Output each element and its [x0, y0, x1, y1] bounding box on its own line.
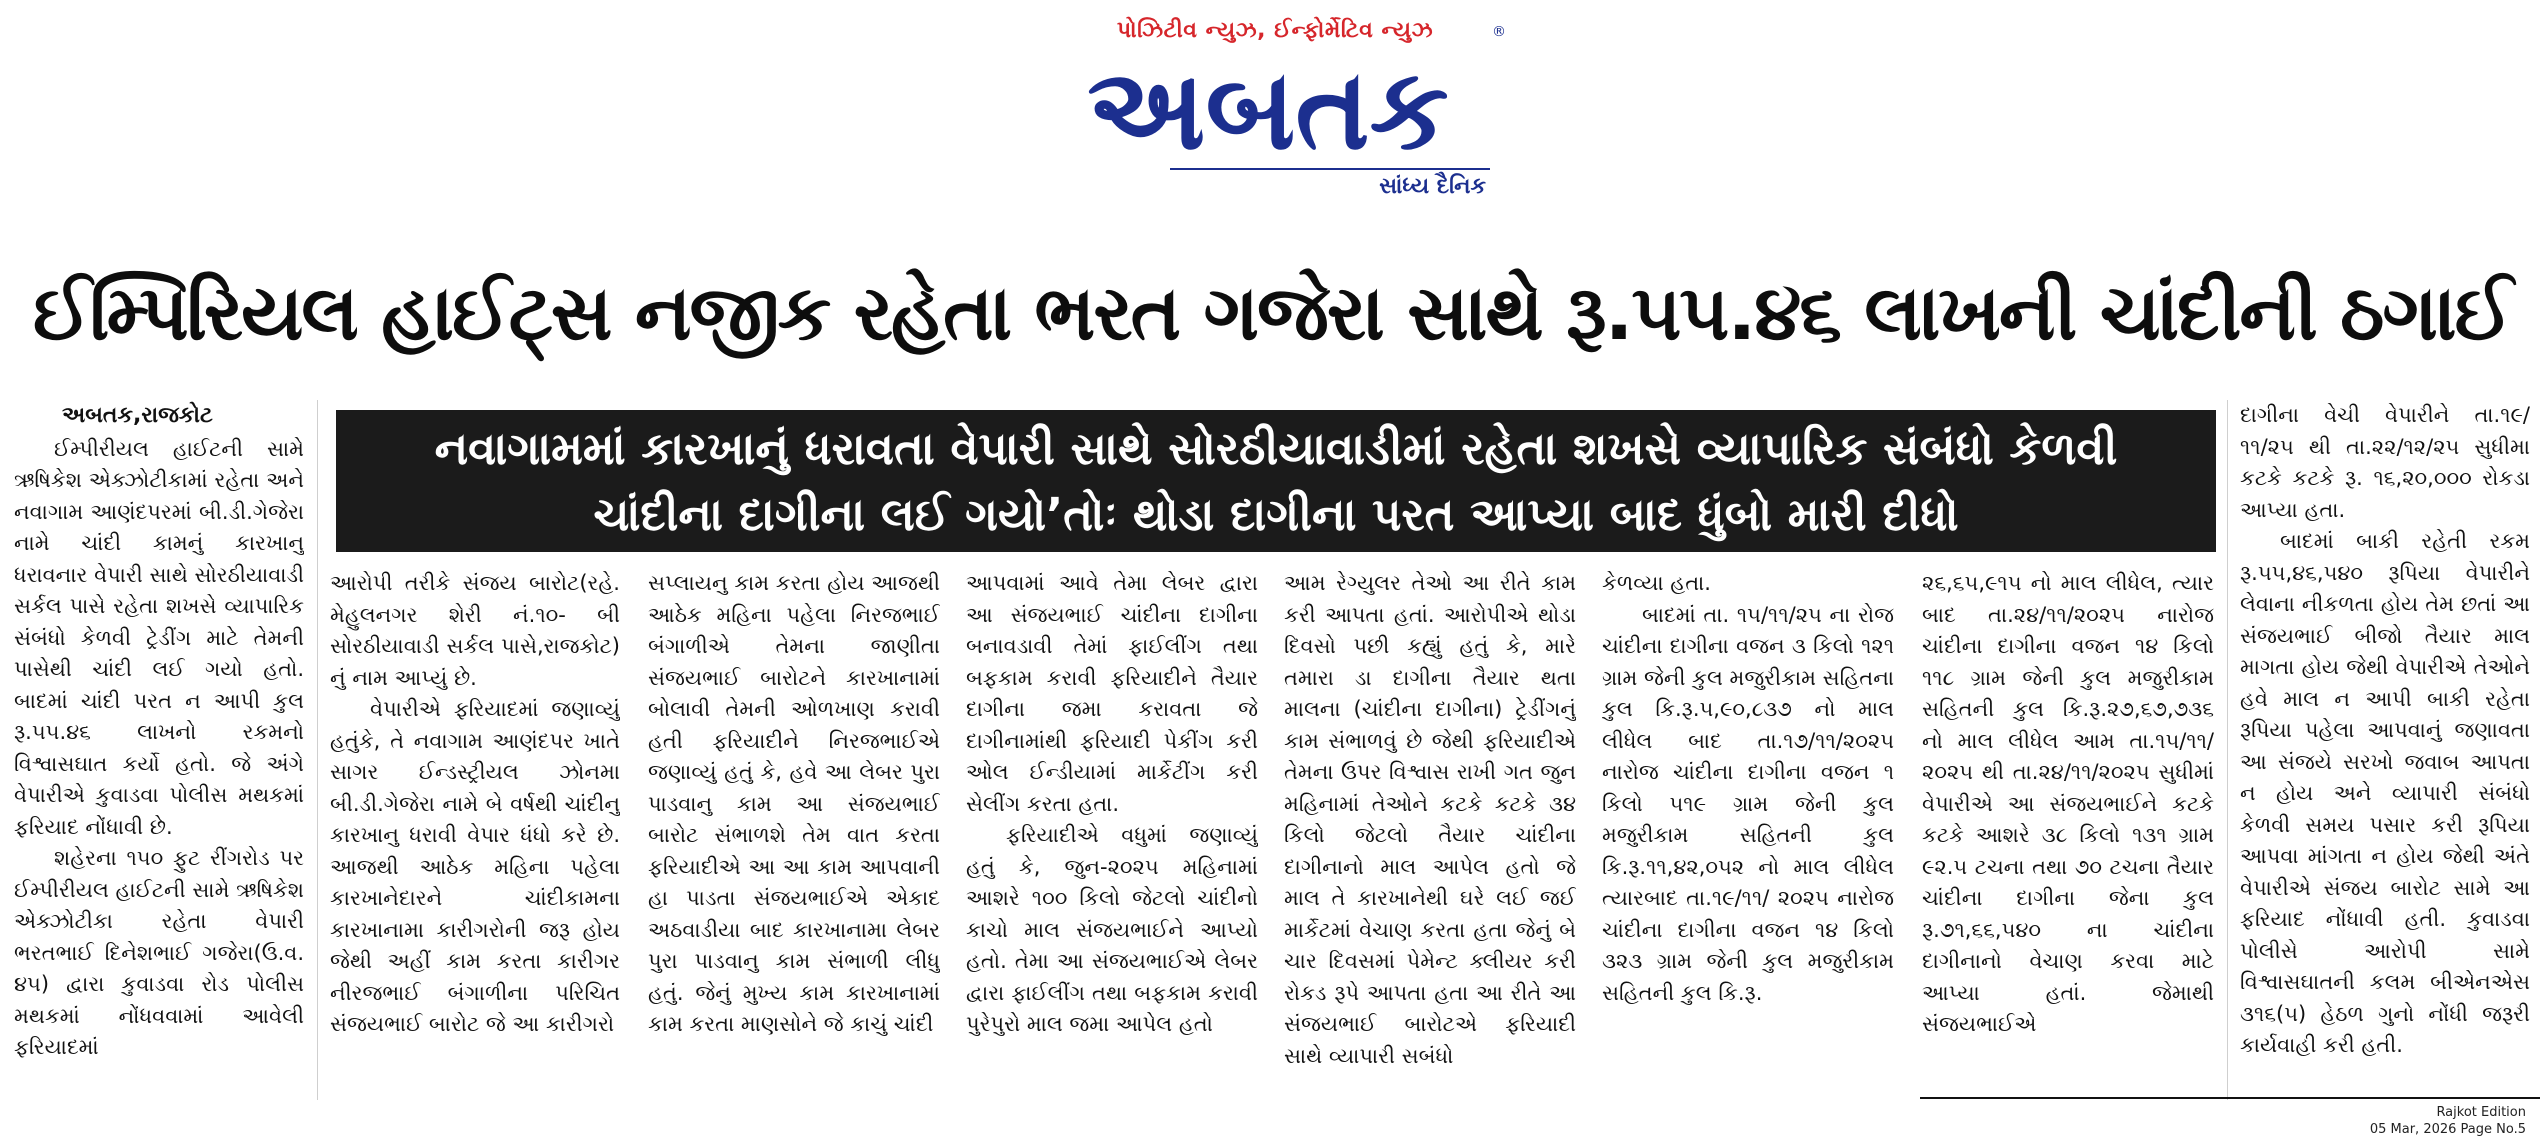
deck-line-1: નવાગામમાં કારખાનું ધરાવતા વેપારી સાથે સોરઠીયાવાડીમાં રહેતા શખસે વ્યાપારિક સંબંધો કેળવી [434, 422, 2118, 475]
edition-info [2370, 1104, 2526, 1138]
article-column-2 [330, 568, 620, 1098]
column-divider [2227, 400, 2228, 1100]
edition-name: Rajkot Edition [2436, 1105, 2526, 1120]
article-column-3 [648, 568, 940, 1098]
article-paragraph: વેપારીએ ફરિયાદમાં જણાવ્યું હતુંકે, તે નવાગામ આણંદપર ખાતે સાગર ઈન્ડસ્ટ્રીયલ ઝોનમા બી.ડી.ગેજેરા નામે બે વર્ષથી ચાંદીનુ કારખાનુ ધરાવી વેપાર ધંધો કરે છે. આજથી આઠેક મહિના પહેલા કારખાનેદારને ચાંદીકામના કારખાનામા કારીગરોની જરૂ હોય જેથી અહીં કામ કરતા કારીગર નીરજભાઈ બંગાળીના પરિચિત સંજયભાઈ બારોટ જે આ કારીગરો [330, 697, 620, 1036]
masthead-tagline: પોઝિટીવ ન્યુઝ, ઈન્ફોર્મેટિવ ન્યુઝ [1116, 18, 1434, 43]
article-paragraph: ઈમ્પીરીયલ હાઈટની સામે ઋષિકેશ એક્ઝોટીકામાં રહેતા અને નવાગામ આણંદપરમાં બી.ડી.ગેજેરા નામે ચાંદી કામનું કારખાનુ ધરાવનાર વેપારી સાથે સોરઠીયાવાડી સર્કલ પાસે રહેતા શખસે વ્યાપારિક સંબંધો કેળવી ટ્રેડીંગ માટે તેમની પાસેથી ચાંદી લઈ ગયો હતો. બાદમાં ચાંદી પરત ન આપી કુલ રૂ.૫૫.૪૬ લાખનો રકમનો વિશ્વાસઘાત કર્યો હતો. જે અંગે વેપારીએ કુવાડવા પોલીસ મથકમાં ફરિયાદ નોંધાવી છે. [14, 436, 304, 839]
article-column-8 [2240, 400, 2530, 1095]
article-paragraph: દાગીના વેચી વેપારીને તા.૧૯/ ૧૧/૨૫ થી તા.૨૨/૧૨/૨૫ સુધીમા કટકે કટકે રૂ. ૧૬,૨૦,૦૦૦ રોકડા આપ્યા હતા. [2240, 403, 2530, 522]
article-column-5 [1284, 568, 1576, 1098]
main-headline: ઈમ્પિરિયલ હાઈટ્સ નજીક રહેતા ભરત ગજેરા સાથે રૂ.૫૫.૪૬ લાખની ચાંદીની ઠગાઈ [32, 268, 2512, 357]
footer-rule [1920, 1097, 2540, 1099]
article-column-4 [966, 568, 1258, 1098]
article-paragraph: શહેરના ૧૫૦ ફુટ રીંગરોડ પર ઈમ્પીરીયલ હાઈટની સામે ઋષિકેશ એક્ઝોટીકા રહેતા વેપારી ભરતભાઈ દિનેશભાઈ ગજેરા(ઉ.વ. ૪૫) દ્વારા કુવાડવા રોડ પોલીસ મથકમાં નોંધવવામાં આવેલી ફરિયાદમાં [14, 846, 304, 1059]
logo-wordmark: અબતક [1087, 45, 1449, 164]
article-paragraph: બાદમાં બાકી રહેતી રકમ રૂ.૫૫,૪૬,૫૪૦ રૂપિયા વેપારીને લેવાના નીકળતા હોય તેમ છતાં આ સંજયભાઈ બીજો તૈયાર માલ માગતા હોય જેથી વેપારીએ તેઓને હવે માલ ન આપી બાકી રહેતા રૂપિયા પહેલા આપવાનું જણાવતા આ સંજયે સરખો જવાબ આપતા ન હોય અને વ્યાપારી સંબંધો કેળવી સમય પસાર કરી રૂપિયા આપવા માંગતા ન હોય જેથી અંતે વેપારીએ સંજય બારોટ સામે આ ફરિયાદ નોંધાવી હતી. કુવાડવા પોલીસે આરોપી સામે વિશ્વાસઘાતની કલમ બીએનએસ ૩૧૬(૫) હેઠળ ગુનો નોંધી જરૂરી કાર્યવાહી કરી હતી. [2240, 529, 2530, 1057]
deck-line-2: ચાંદીના દાગીના લઈ ગયો’તોઃ થોડા દાગીના પરત આપ્યા બાદ ધુંબો મારી દીધો [593, 488, 1959, 541]
article-paragraph: આમ રેગ્યુલર તેઓ આ રીતે કામ કરી આપતા હતાં. આરોપીએ થોડા દિવસો પછી કહ્યું હતું કે, મારે તમારા ડા દાગીના તૈયાર થતા માલના (ચાંદીના દાગીના) ટ્રેડીંગનું કામ સંભાળવું છે જેથી ફરિયાદીએ તેમના ઉપર વિશ્વાસ રાખી ગત જુન મહિનામાં તેઓને કટકે કટકે ૩૪ કિલો જેટલો તૈયાર ચાંદીના દાગીનાનો માલ આપેલ હતો જે માલ તે કારખાનેથી ઘરે લઈ જઈ માર્કેટમાં વેચાણ કરતા હતા જેનું બે ચાર દિવસમાં પેમેન્ટ ક્લીયર કરી રોકડ રૂપે આપતા હતા આ રીતે આ સંજયભાઈ બારોટએ ફરિયાદી સાથે વ્યાપારી સબંધો [1284, 571, 1576, 1068]
edition-date-page: 05 Mar, 2026 Page No.5 [2369, 1122, 2526, 1137]
article-column-6 [1602, 568, 1894, 1098]
article-paragraph: કેળવ્યા હતા. [1602, 571, 1711, 595]
deck-banner [336, 410, 2216, 552]
masthead [1040, 14, 1510, 204]
logo-underline [1170, 168, 1490, 170]
article-paragraph: ૨૬,૬૫,૯૧૫ નો માલ લીધેલ, ત્યાર બાદ તા.૨૪/૧૧/૨૦૨૫ નારોજ ચાંદીના દાગીના વજન ૧૪ કિલો ૧૧૮ ગ્રામ જેની કુલ મજુરીકામ સહિતની કુલ કિ.રૂ.૨૭,૬૭,૭૩૬ નો માલ લીધેલ આમ તા.૧૫/૧૧/ ૨૦૨૫ થી તા.૨૪/૧૧/૨૦૨૫ સુધીમાં વેપારીએ આ સંજયભાઈને કટકે કટકે આશરે ૩૮ કિલો ૧૩૧ ગ્રામ ૯૨.૫ ટચના તથા ૭૦ ટચના તૈયાર ચાંદીના દાગીના જેના કુલ રૂ.૭૧,૬૬,૫૪૦ ના ચાંદીના દાગીનાનો વેચાણ કરવા માટે આપ્યા હતાં. જેમાથી સંજયભાઈએ [1922, 571, 2214, 1036]
article-paragraph: આરોપી તરીકે સંજય બારોટ(રહે. મેહુલનગર શેરી નં.૧૦- બી સોરઠીયાવાડી સર્કલ પાસે,રાજકોટ) નું નામ આપ્યું છે. [330, 571, 620, 690]
masthead-subbrand: સાંધ્ય દૈનિક [1379, 174, 1486, 199]
article-paragraph: બાદમાં તા. ૧૫/૧૧/૨૫ ના રોજ ચાંદીના દાગીના વજન ૩ કિલો ૧૨૧ ગ્રામ જેની કુલ મજુરીકામ સહિતના કુલ કિ.રૂ.૫,૯૦,૮૩૭ નો માલ લીધેલ બાદ તા.૧૭/૧૧/૨૦૨૫ નારોજ ચાંદીના દાગીના વજન ૧ કિલો ૫૧૯ ગ્રામ જેની કુલ મજુરીકામ સહિતની કુલ કિ.રૂ.૧૧,૪૨,૦૫૨ નો માલ લીધેલ ત્યારબાદ તા.૧૯/૧૧/ ૨૦૨૫ નારોજ ચાંદીના દાગીના વજન ૧૪ કિલો ૩૨૩ ગ્રામ જેની કુલ મજુરીકામ સહિતની કુલ કિ.રૂ. [1602, 602, 1894, 1005]
registered-mark: ® [1492, 24, 1506, 40]
article-column-1 [14, 400, 304, 1100]
article-paragraph: ફરિયાદીએ વધુમાં જણાવ્યું હતું કે, જુન-૨૦૨૫ મહિનામાં આશરે ૧૦૦ કિલો જેટલો ચાંદીનો કાચો માલ સંજયભાઈને આપ્યો હતો. તેમા આ સંજયભાઈએ લેબર દ્વારા ફાઈલીંગ તથા બફકામ કરાવી પુરેપુરો માલ જમા આપેલ હતો [966, 823, 1258, 1036]
column-divider [317, 400, 318, 1100]
article-paragraph: આપવામાં આવે તેમા લેબર દ્વારા આ સંજયભાઈ ચાંદીના દાગીના બનાવડાવી તેમાં ફાઈલીંગ તથા બફકામ કરાવી ફરિયાદીને તૈયાર દાગીના જમા કરાવતા જે દાગીનામાંથી ફરિયાદી પેકીંગ કરી ઓલ ઈન્ડીયામાં માર્કેટીંગ કરી સેલીંગ કરતા હતા. [966, 571, 1258, 816]
dateline: અબતક,રાજકોટ [62, 403, 213, 428]
article-column-7 [1922, 568, 2214, 1093]
article-paragraph: સપ્લાયનુ કામ કરતા હોય આજથી આઠેક મહિના પહેલા નિરજભાઈ બંગાળીએ તેમના જાણીતા સંજયભાઈ બારોટને કારખાનામાં બોલાવી તેમની ઓળખાણ કરાવી હતી ફરિયાદીને નિરજભાઈએ જણાવ્યું હતું કે, હવે આ લેબર પુરા પાડવાનુ કામ આ સંજયભાઈ બારોટ સંભાળશે તેમ વાત કરતા ફરિયાદીએ આ આ કામ આપવાની હા પાડતા સંજયભાઈએ એકાદ અઠવાડીયા બાદ કારખાનામા લેબર પુરા પાડવાનુ કામ સંભાળી લીધુ હતું. જેનું મુખ્ય કામ કારખાનામાં કામ કરતા માણસોને જે કાચું ચાંદી [648, 571, 940, 1036]
abtak-logo [1048, 44, 1488, 164]
